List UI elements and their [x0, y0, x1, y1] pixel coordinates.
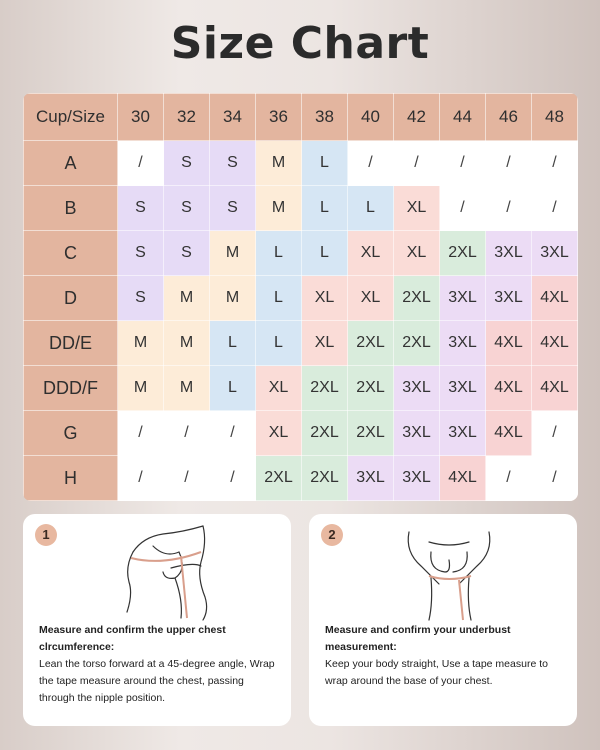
size-cell: XL [302, 276, 348, 321]
size-cell: 2XL [302, 456, 348, 501]
size-cell: 3XL [394, 411, 440, 456]
size-cell: 2XL [348, 366, 394, 411]
step-number-badge: 2 [321, 524, 343, 546]
cup-label: DDD/F [24, 366, 118, 411]
size-cell: XL [256, 366, 302, 411]
size-cell: M [256, 141, 302, 186]
size-cell: / [486, 456, 532, 501]
size-cell: / [164, 411, 210, 456]
size-cell: M [118, 366, 164, 411]
size-cell: L [210, 366, 256, 411]
table-row [24, 411, 578, 456]
size-cell: 2XL [394, 276, 440, 321]
size-header: 36 [256, 94, 302, 141]
step-1-body: Lean the torso forward at a 45-degree angle, Wrap the tape measure around the chest, passing through the nipple position. [39, 658, 275, 704]
size-header: 30 [118, 94, 164, 141]
step-card-1 [23, 514, 291, 726]
size-cell: 4XL [532, 276, 578, 321]
size-cell: L [302, 231, 348, 276]
step-2-body: Keep your body straight, Use a tape measure to wrap around the base of your chest. [325, 658, 548, 687]
size-cell: M [164, 366, 210, 411]
size-cell: S [118, 231, 164, 276]
size-header: 46 [486, 94, 532, 141]
size-cell: 3XL [440, 321, 486, 366]
step-1-heading: Measure and confirm the upper chest clrcumference: [39, 624, 226, 653]
size-cell: S [210, 186, 256, 231]
size-cell: / [210, 456, 256, 501]
size-cell: / [532, 456, 578, 501]
size-cell: L [302, 141, 348, 186]
size-cell: L [256, 276, 302, 321]
size-cell: XL [394, 186, 440, 231]
size-cell: 2XL [440, 231, 486, 276]
size-cell: 3XL [348, 456, 394, 501]
underbust-measure-illustration [369, 522, 529, 622]
size-cell: 3XL [486, 231, 532, 276]
table-row [24, 276, 578, 321]
table-row [24, 321, 578, 366]
size-cell: L [348, 186, 394, 231]
step-1-text [39, 622, 279, 707]
size-cell: XL [256, 411, 302, 456]
size-header: 42 [394, 94, 440, 141]
size-cell: 4XL [486, 411, 532, 456]
size-cell: / [486, 141, 532, 186]
table-row [24, 366, 578, 411]
size-cell: M [118, 321, 164, 366]
size-cell: / [486, 186, 532, 231]
upper-chest-measure-illustration [83, 522, 243, 622]
size-cell: / [532, 411, 578, 456]
size-cell: XL [348, 276, 394, 321]
size-cell: L [256, 231, 302, 276]
header-row [24, 94, 578, 141]
size-cell: 2XL [348, 321, 394, 366]
step-card-2 [309, 514, 577, 726]
size-header: 38 [302, 94, 348, 141]
size-cell: / [210, 411, 256, 456]
table-row [24, 231, 578, 276]
size-cell: M [256, 186, 302, 231]
step-2-heading: Measure and confirm your underbust measurement: [325, 624, 511, 653]
table-row [24, 186, 578, 231]
size-cell: 2XL [302, 366, 348, 411]
size-cell: / [532, 141, 578, 186]
size-cell: 3XL [440, 366, 486, 411]
step-number-badge: 1 [35, 524, 57, 546]
size-cell: 4XL [532, 366, 578, 411]
size-cell: 3XL [440, 276, 486, 321]
size-cell: / [118, 411, 164, 456]
size-header: 34 [210, 94, 256, 141]
size-cell: S [164, 141, 210, 186]
size-cell: / [348, 141, 394, 186]
size-cell: 2XL [256, 456, 302, 501]
cup-label: A [24, 141, 118, 186]
size-cell: S [118, 186, 164, 231]
size-header: 40 [348, 94, 394, 141]
size-header: 32 [164, 94, 210, 141]
size-cell: 2XL [394, 321, 440, 366]
size-cell: / [164, 456, 210, 501]
size-cell: 4XL [532, 321, 578, 366]
size-cell: L [302, 186, 348, 231]
size-cell: / [532, 186, 578, 231]
cup-label: H [24, 456, 118, 501]
corner-header: Cup/Size [24, 94, 118, 141]
size-cell: XL [302, 321, 348, 366]
page-title: Size Chart [170, 18, 430, 69]
size-header: 44 [440, 94, 486, 141]
size-header: 48 [532, 94, 578, 141]
table-row [24, 456, 578, 501]
size-cell: / [118, 456, 164, 501]
size-cell: 3XL [440, 411, 486, 456]
size-cell: L [210, 321, 256, 366]
size-cell: 4XL [486, 366, 532, 411]
size-cell: XL [348, 231, 394, 276]
cup-label: C [24, 231, 118, 276]
cup-label: B [24, 186, 118, 231]
size-cell: XL [394, 231, 440, 276]
cup-label: G [24, 411, 118, 456]
size-cell: M [210, 231, 256, 276]
size-cell: M [164, 321, 210, 366]
size-cell: L [256, 321, 302, 366]
size-cell: / [394, 141, 440, 186]
size-cell: 3XL [394, 456, 440, 501]
size-cell: 3XL [394, 366, 440, 411]
size-cell: M [164, 276, 210, 321]
size-cell: S [118, 276, 164, 321]
size-cell: S [164, 186, 210, 231]
size-cell: / [118, 141, 164, 186]
size-cell: / [440, 141, 486, 186]
size-cell: S [164, 231, 210, 276]
size-chart-table [23, 93, 578, 501]
size-cell: 3XL [532, 231, 578, 276]
size-cell: 2XL [302, 411, 348, 456]
size-cell: M [210, 276, 256, 321]
size-cell: 3XL [486, 276, 532, 321]
size-cell: 4XL [486, 321, 532, 366]
size-cell: 4XL [440, 456, 486, 501]
table-row [24, 141, 578, 186]
size-cell: / [440, 186, 486, 231]
size-cell: 2XL [348, 411, 394, 456]
step-2-text [325, 622, 565, 690]
cup-label: D [24, 276, 118, 321]
size-cell: S [210, 141, 256, 186]
cup-label: DD/E [24, 321, 118, 366]
